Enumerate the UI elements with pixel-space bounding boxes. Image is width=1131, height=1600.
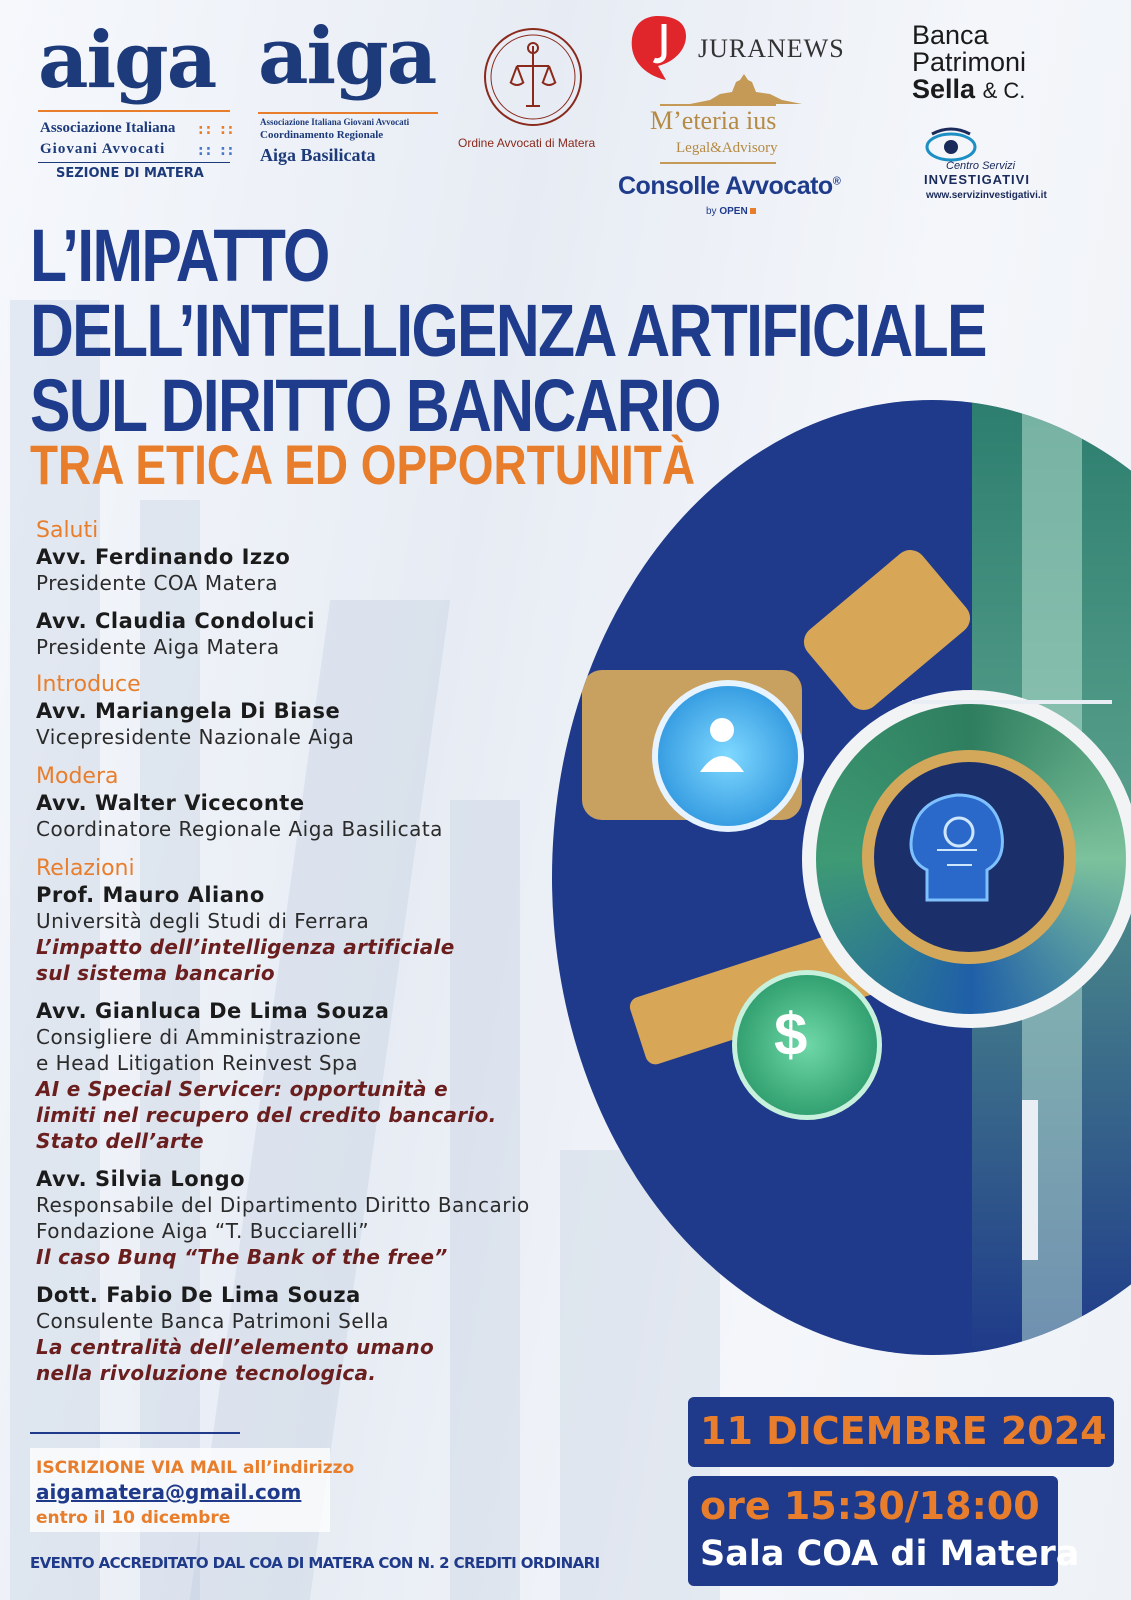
speaker-name: Avv. Mariangela Di Biase [36,699,341,723]
speaker-role: Consulente Banca Patrimoni Sella [36,1309,389,1333]
sponsor-logos: aiga Associazione Italiana Giovani Avvocati :: :: :: :: SEZIONE DI MATERA aiga Associazione Italiana Giovani Avvocati Coordinamento Regionale Aiga Basilicata Ordine Avvocati di Matera JURANEWS M’eteria ius Legal&Advisory Consolle Avvocato® by OPEN Banca Patrimoni Sella & C. Centro Servizi INVESTIGATIVI www.servizinvestigativi.it [38,11,1047,217]
title-line-1: L’IMPATTO [30,214,329,297]
event-place: Sala COA di Matera [700,1534,1080,1574]
speaker-name: Avv. Silvia Longo [36,1167,246,1191]
section-relazioni: Relazioni [36,856,135,881]
speaker-role: Università degli Studi di Ferrara [36,909,370,933]
talk-title: nella rivoluzione tecnologica. [36,1361,377,1385]
speaker-name: Prof. Mauro Aliano [36,883,265,907]
talk-title: Il caso Bunq “The Bank of the free” [36,1245,448,1269]
ai-head-icon [897,780,1017,910]
speaker-name: Dott. Fabio De Lima Souza [36,1283,361,1307]
city-skyline-icon [690,70,802,106]
talk-title: La centralità dell’elemento umano [36,1335,435,1359]
talk-title: sul sistema bancario [36,961,275,985]
registration-label: ISCRIZIONE VIA MAIL all’indirizzo [36,1458,355,1478]
section-modera: Modera [36,764,119,789]
juranews-mark-icon [628,14,690,82]
accreditation-note: EVENTO ACCREDITATO DAL COA DI MATERA CON N. 2 CREDITI ORDINARI [30,1554,600,1572]
registration-deadline: entro il 10 dicembre [36,1508,231,1528]
event-time: ore 15:30/18:00 [700,1484,1040,1528]
justice-seal-icon [482,26,584,128]
speaker-role: Vicepresidente Nazionale Aiga [36,725,355,749]
talk-title: limiti nel recupero del credito bancario. [36,1103,497,1127]
aiga-wordmark: aiga [38,15,216,106]
title-line-2: DELL’INTELLIGENZA ARTIFICIALE [30,289,986,372]
person-icon [692,710,752,780]
event-date: 11 DICEMBRE 2024 [700,1409,1107,1453]
speaker-role: Presidente Aiga Matera [36,635,280,659]
talk-title: L’impatto dell’intelligenza artificiale [36,935,455,959]
speaker-name: Avv. Walter Viceconte [36,791,305,815]
event-date-box [688,1397,1114,1467]
speaker-role: Fondazione Aiga “T. Bucciarelli” [36,1219,370,1243]
speaker-role: Responsabile del Dipartimento Diritto Bancario [36,1193,530,1217]
speaker-role: Consigliere di Amministrazione [36,1025,362,1049]
dollar-icon: $ [774,1001,808,1068]
section-saluti: Saluti [36,518,99,543]
banca-patrimoni-sella-logo: Banca Patrimoni Sella & C. [912,20,1027,104]
speaker-name: Avv. Ferdinando Izzo [36,545,291,569]
section-introduce: Introduce [36,672,141,697]
speaker-role: Presidente COA Matera [36,571,278,595]
event-subtitle: TRA ETICA ED OPPORTUNITÀ [30,433,695,496]
talk-title: Stato dell’arte [36,1129,204,1153]
speaker-role: Coordinatore Regionale Aiga Basilicata [36,817,443,841]
event-time-box [688,1476,1080,1586]
divider [30,1432,240,1434]
talk-title: AI e Special Servicer: opportunità e [36,1077,448,1101]
event-title [30,214,986,447]
speaker-name: Avv. Claudia Condoluci [36,609,315,633]
registration-email-link[interactable]: aigamatera@gmail.com [36,1480,302,1504]
speaker-role: e Head Litigation Reinvest Spa [36,1051,358,1075]
title-line-3: SUL DIRITTO BANCARIO [30,364,720,447]
program-list [36,518,636,1386]
speaker-name: Avv. Gianluca De Lima Souza [36,999,390,1023]
aiga-wordmark: aiga [258,11,436,102]
